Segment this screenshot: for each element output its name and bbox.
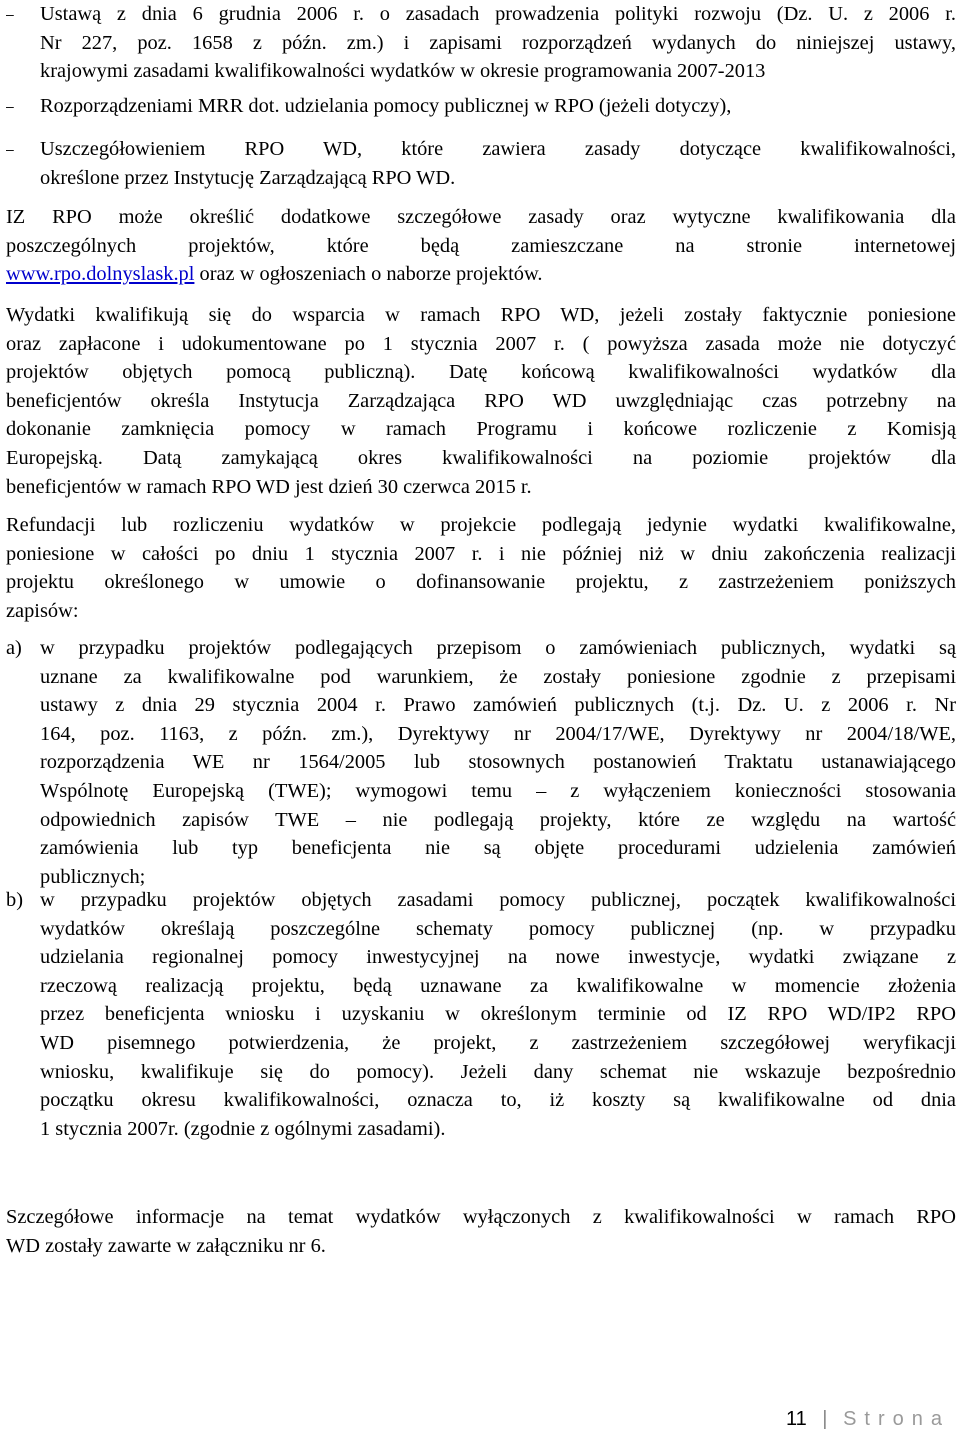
text-line: Wspólnotę Europejską (TWE); wymogowi temu – z wyłączeniem konieczności stosowania xyxy=(40,779,956,802)
text-line: beneficjentów określa Instytucja Zarządzająca RPO WD uwzględniając czas potrzebny na xyxy=(6,389,956,412)
text-line: Ustawą z dnia 6 grudnia 2006 r. o zasadach prowadzenia polityki rozwoju (Dz. U. z 2006 r. xyxy=(40,3,956,25)
text-line: zamówienia lub typ beneficjenta nie są objęte procedurami udzielenia zamówień xyxy=(40,837,956,860)
text-line: zapisów: xyxy=(6,599,79,622)
text-line: WD pisemnego potwierdzenia, że projekt, z zastrzeżeniem szczegółowej weryfikacji xyxy=(40,1031,956,1054)
bullet-text xyxy=(40,0,956,86)
text-line: wydatków określają poszczególne schematy pomocy publicznej (np. w przypadku xyxy=(40,917,956,940)
bullet-text xyxy=(40,135,956,192)
document-page xyxy=(6,0,956,1433)
footer-separator: | xyxy=(822,1408,828,1430)
text-line: Wydatki kwalifikują się do wsparcia w ramach RPO WD, jeżeli zostały faktycznie poniesione xyxy=(6,304,956,326)
text-line: rozporządzenia WE nr 1564/2005 lub stosownych postanowień Traktatu ustanawiającego xyxy=(40,751,956,774)
paragraph-final xyxy=(6,1203,956,1260)
text-line: określone przez Instytucję Zarządzającą RPO WD. xyxy=(40,166,456,189)
list-item-text xyxy=(40,634,956,891)
text-line: publicznych; xyxy=(40,865,146,888)
dash-bullet-icon: – xyxy=(6,141,14,157)
text-line xyxy=(6,260,956,289)
bullet-text xyxy=(40,92,956,121)
text-line: IZ RPO może określić dodatkowe szczegółowe zasady oraz wytyczne kwalifikowania dla xyxy=(6,206,956,228)
text-line: rzeczową realizacją projektu, będą uznawane za kwalifikowalne w momencie złożenia xyxy=(40,974,956,997)
text-line: udzielania regionalnej pomocy inwestycyjnej na nowe inwestycje, wydatki związane z xyxy=(40,946,956,969)
text-line: Rozporządzeniami MRR dot. udzielania pomocy publicznej w RPO (jeżeli dotyczy), xyxy=(40,95,732,117)
website-link[interactable]: www.rpo.dolnyslask.pl xyxy=(6,263,195,286)
page-label: Strona xyxy=(843,1408,950,1430)
text-line: ustawy z dnia 29 stycznia 2004 r. Prawo zamówień publicznych (t.j. Dz. U. z 2006 r. Nr xyxy=(40,694,956,717)
text-line: Europejską. Datą zamykającą okres kwalifikowalności na poziomie projektów dla xyxy=(6,446,956,469)
dash-bullet-icon: – xyxy=(6,6,14,22)
text-line: poniesione w całości po dniu 1 stycznia 2007 r. i nie później niż w dniu zakończenia realizacji xyxy=(6,542,956,565)
text-line: Nr 227, poz. 1658 z późn. zm.) i zapisami rozporządzeń wydanych do niniejszej ustawy, xyxy=(40,31,956,54)
page-footer xyxy=(786,1404,950,1434)
text-line: 1 stycznia 2007r. (zgodnie z ogólnymi zasadami). xyxy=(40,1117,446,1140)
list-label: a) xyxy=(6,637,22,659)
text-line: Refundacji lub rozliczeniu wydatków w projekcie podlegają jedynie wydatki kwalifikowalne, xyxy=(6,514,956,536)
text-line: WD zostały zawarte w załączniku nr 6. xyxy=(6,1234,326,1257)
text-line: dokonanie zamknięcia pomocy w ramach Programu i końcowe rozliczenie z Komisją xyxy=(6,418,956,441)
text-line: oraz zapłacone i udokumentowane po 1 stycznia 2007 r. ( powyższa zasada może nie dotyczyć xyxy=(6,332,956,355)
text-line: odpowiednich zapisów TWE – nie podlegają projekty, które ze względu na wartość xyxy=(40,808,956,831)
list-item-text xyxy=(40,886,956,1143)
text-line: Szczegółowe informacje na temat wydatków wyłączonych z kwalifikowalności w ramach RPO xyxy=(6,1206,956,1228)
text-line: w przypadku projektów objętych zasadami pomocy publicznej, początek kwalifikowalności xyxy=(40,889,956,911)
text-line: 164, poz. 1163, z późn. zm.), Dyrektywy nr 2004/17/WE, Dyrektywy nr 2004/18/WE, xyxy=(40,722,956,745)
paragraph-iz xyxy=(6,203,956,289)
paragraph-refundacji xyxy=(6,511,956,625)
paragraph-wydatki xyxy=(6,301,956,501)
list-label: b) xyxy=(6,889,23,911)
text-line: krajowymi zasadami kwalifikowalności wydatków w okresie programowania 2007-2013 xyxy=(40,60,766,83)
link-trailing-text: oraz w ogłoszeniach o naborze projektów. xyxy=(194,263,543,286)
text-line: wniosku, kwalifikuje się do pomocy). Jeżeli dany schemat nie wskazuje bezpośrednio xyxy=(40,1060,956,1083)
text-line: projektu określonego w umowie o dofinansowanie projektu, z zastrzeżeniem poniższych xyxy=(6,571,956,594)
text-line: uznane za kwalifikowalne pod warunkiem, że zostały poniesione zgodnie z przepisami xyxy=(40,665,956,688)
text-line: Uszczegółowieniem RPO WD, które zawiera zasady dotyczące kwalifikowalności, xyxy=(40,138,956,160)
text-line: w przypadku projektów podlegających przepisom o zamówieniach publicznych, wydatki są xyxy=(40,637,956,659)
page-number: 11 xyxy=(785,1408,807,1430)
text-line: projektów objętych pomocą publiczną). Datę końcową kwalifikowalności wydatków dla xyxy=(6,361,956,384)
text-line: początku okresu kwalifikowalności, oznacza to, iż koszty są kwalifikowalne od dnia xyxy=(40,1089,956,1112)
text-line: beneficjentów w ramach RPO WD jest dzień 30 czerwca 2015 r. xyxy=(6,475,532,498)
dash-bullet-icon: – xyxy=(6,98,14,114)
text-line: poszczególnych projektów, które będą zamieszczane na stronie internetowej xyxy=(6,234,956,257)
text-line: przez beneficjenta wniosku i uzyskaniu w określonym terminie od IZ RPO WD/IP2 RPO xyxy=(40,1003,956,1026)
